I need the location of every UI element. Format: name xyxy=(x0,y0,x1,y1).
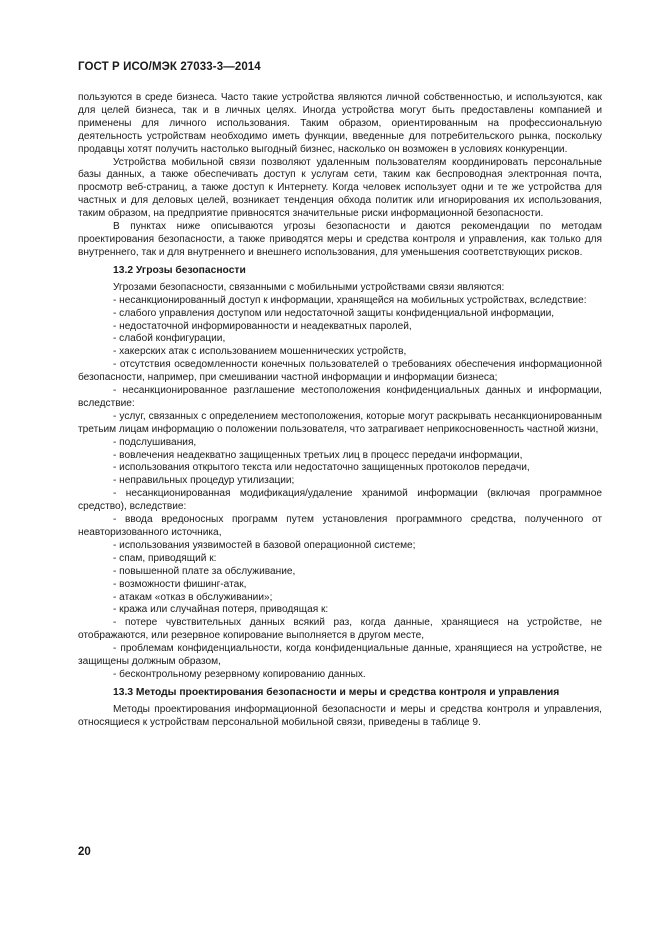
list-item: - слабой конфигурации, xyxy=(113,333,226,345)
section-heading-13-3: 13.3 Методы проектирования безопасности и меры и средства контроля и управления xyxy=(113,686,560,698)
list-item: - услуг, связанных с определением местоположения, которые могут раскрывать несанкционированным третьим лицам информацию о положении пользователя, что затрагивает неприкосновенность частной жизни, xyxy=(78,410,602,435)
list-item: - вовлечения неадекватно защищенных третьих лиц в процесс передачи информации, xyxy=(113,449,523,461)
list-item: - потере чувствительных данных всякий раз, когда данные, хранящиеся на устройстве, не отображаются, или резервное копирование выполняется в другом месте, xyxy=(78,617,602,642)
list-item: - кража или случайная потеря, приводящая к: xyxy=(113,604,329,616)
threats-intro: Угрозами безопасности, связанными с мобильными устройствами связи являются: xyxy=(113,281,505,293)
list-item: - неправильных процедур утилизации; xyxy=(113,475,295,487)
list-item: - отсутствия осведомленности конечных пользователей о требованиях обеспечения информационной безопасности, например, при смешивании частной информации и информации бизнеса; xyxy=(78,359,602,384)
list-item: - атакам «отказ в обслуживании»; xyxy=(113,591,273,603)
list-item: - слабого управления доступом или недостаточной защиты конфиденциальной информации, xyxy=(113,307,555,319)
list-item: - недостаточной информированности и неадекватных паролей, xyxy=(113,320,412,332)
page-number: 20 xyxy=(78,846,91,858)
list-item: - спам, приводящий к: xyxy=(113,552,217,564)
paragraph: Устройства мобильной связи позволяют удаленным пользователям координировать персональные базы данных, а также обеспечивать доступ к услугам сети, таким как беспроводная электронная почта, просмотр веб-страниц, а также доступ к Интернету. Когда человек использует одни и те же устройства для частных и для деловых целей, возникает тенденция обхода политик или игнорирования их использования, таким образом, на предприятие привносятся значительные риски информационной безопасности. xyxy=(78,156,602,220)
list-item: - хакерских атак с использованием мошеннических устройств, xyxy=(113,346,407,358)
list-item: - использования уязвимостей в базовой операционной системе; xyxy=(113,539,416,551)
paragraph: пользуются в среде бизнеса. Часто такие устройства являются личной собственностью, и используются, как для целей бизнеса, так и в личных целях. Иногда устройства могут быть предоставлены компанией и применены для личного использования. Таким образом, ориентированным на профессиональную деятельность устройствам необходимо иметь функции, введенные для потребительского рынка, поскольку продавцы хотят получить настолько выгодный бизнес, насколько он возможен в условиях конкуренции. xyxy=(78,92,602,155)
list-item: - ввода вредоносных программ путем установления программного средства, полученного от неавторизованного источника, xyxy=(78,514,602,538)
list-item: - использования открытого текста или недостаточно защищенных протоколов передачи, xyxy=(113,462,530,474)
list-item: - возможности фишинг-атак, xyxy=(113,578,247,590)
list-item: - несанкционированный доступ к информации, хранящейся на мобильных устройствах, вследствие: xyxy=(113,294,587,306)
section-heading-13-2: 13.2 Угрозы безопасности xyxy=(113,264,246,276)
list-item: - несанкционированная модификация/удаление хранимой информации (включая программное средство), вследствие: xyxy=(78,488,602,513)
paragraph: В пунктах ниже описываются угрозы безопасности и даются рекомендации по методам проектирования безопасности, а также приводятся меры и средства контроля и управления, как только для внутреннего, так и для внутреннего и внешнего использования, для уменьшения соответствующих рисков. xyxy=(78,221,602,258)
paragraph: Методы проектирования информационной безопасности и меры и средства контроля и управления, относящиеся к устройствам персональной мобильной связи, приведены в таблице 9. xyxy=(78,703,602,728)
list-item: - повышенной плате за обслуживание, xyxy=(113,565,296,577)
document-body xyxy=(78,92,602,730)
list-item: - проблемам конфиденциальности, когда конфиденциальные данные, хранящиеся на устройстве, не защищены должным образом, xyxy=(78,643,602,668)
list-item: - подслушивания, xyxy=(113,436,197,448)
document-header: ГОСТ Р ИСО/МЭК 27033-3—2014 xyxy=(78,61,261,73)
list-item: - несанкционированное разглашение местоположения конфиденциальных данных и информации, вследствие: xyxy=(78,385,602,409)
list-item: - бесконтрольному резервному копированию данных. xyxy=(113,668,366,680)
